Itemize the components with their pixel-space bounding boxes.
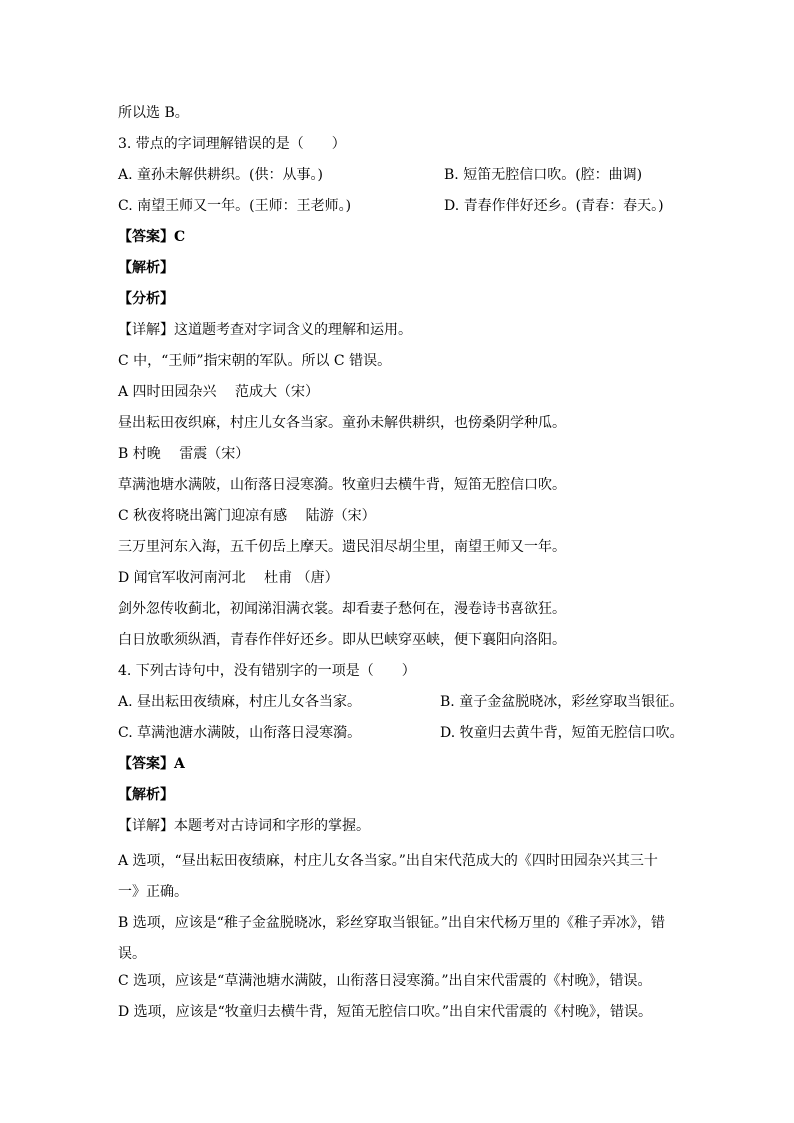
analysis-heading: 【解析】 [118, 260, 174, 276]
poem-title: C 秋夜将晓出篱门迎凉有感 陆游（宋） [118, 508, 376, 524]
option-3d: D. 青春作伴好还乡。(青春：春天。) [444, 198, 664, 214]
poem-body: 草满池塘水满陂，山衔落日浸寒漪。牧童归去横牛背，短笛无腔信口吹。 [118, 477, 566, 493]
explanation-b: B 选项，应该是“稚子金盆脱晓冰，彩丝穿取当银钲。”出自宋代杨万里的《稚子弄冰》，错误。 [118, 915, 666, 962]
option-4a: A. 昼出耘田夜绩麻，村庄儿女各当家。 [118, 694, 362, 710]
option-3a: A. 童孙未解供耕织。(供：从事。) [118, 167, 323, 183]
explanation-d: D 选项，应该是“牧童归去横牛背，短笛无腔信口吹。”出自宋代雷震的《村晚》，错误。 [118, 1004, 652, 1020]
question-4: 4. 下列古诗句中，没有错别字的一项是（ ） [118, 663, 416, 679]
option-3b: B. 短笛无腔信口吹。(腔：曲调) [444, 167, 643, 183]
poem-title: B 村晚 雷震（宋） [118, 446, 250, 462]
option-3c: C. 南望王师又一年。(王师：王老师。) [118, 198, 352, 214]
poem-title: D 闻官军收河南河北 杜甫 （唐） [118, 570, 339, 586]
poem-title: A 四时田园杂兴 范成大（宋） [118, 384, 320, 400]
poem-body: 昼出耘田夜织麻，村庄儿女各当家。童孙未解供耕织，也傍桑阴学种瓜。 [118, 415, 566, 431]
detail-text: 【详解】这道题考查对字词含义的理解和运用。 [118, 322, 412, 338]
poem-body: 剑外忽传收蓟北，初闻涕泪满衣裳。却看妻子愁何在，漫卷诗书喜欲狂。 [118, 601, 566, 617]
explanation-c: C 选项，应该是“草满池塘水满陂，山衔落日浸寒漪。”出自宋代雷震的《村晚》，错误。 [118, 973, 652, 989]
option-4b: B. 童子金盆脱晓冰，彩丝穿取当银征。 [440, 694, 684, 710]
option-4c: C. 草满池溏水满陂，山衔落日浸寒漪。 [118, 725, 362, 741]
analysis-sub-heading: 【分析】 [118, 291, 174, 307]
question-3: 3. 带点的字词理解错误的是（ ） [118, 136, 346, 152]
analysis-heading: 【解析】 [118, 787, 174, 803]
answer-4: 【答案】A [118, 756, 185, 772]
poem-body: 白日放歌须纵酒，青春作伴好还乡。即从巴峡穿巫峡，便下襄阳向洛阳。 [118, 632, 566, 648]
explanation-a: A 选项，“昼出耘田夜绩麻，村庄儿女各当家。”出自宋代范成大的《四时田园杂兴其三十一》正确。 [118, 853, 658, 900]
text-line: 所以选 B。 [118, 105, 189, 121]
option-4d: D. 牧童归去黄牛背，短笛无腔信口吹。 [440, 725, 684, 741]
answer-3: 【答案】C [118, 229, 186, 245]
detail-text: 【详解】本题考对古诗词和字形的掌握。 [118, 818, 370, 834]
explanation-line: C 中，“王师”指宋朝的军队。所以 C 错误。 [118, 353, 392, 369]
poem-body: 三万里河东入海，五千仞岳上摩天。遗民泪尽胡尘里，南望王师又一年。 [118, 539, 566, 555]
